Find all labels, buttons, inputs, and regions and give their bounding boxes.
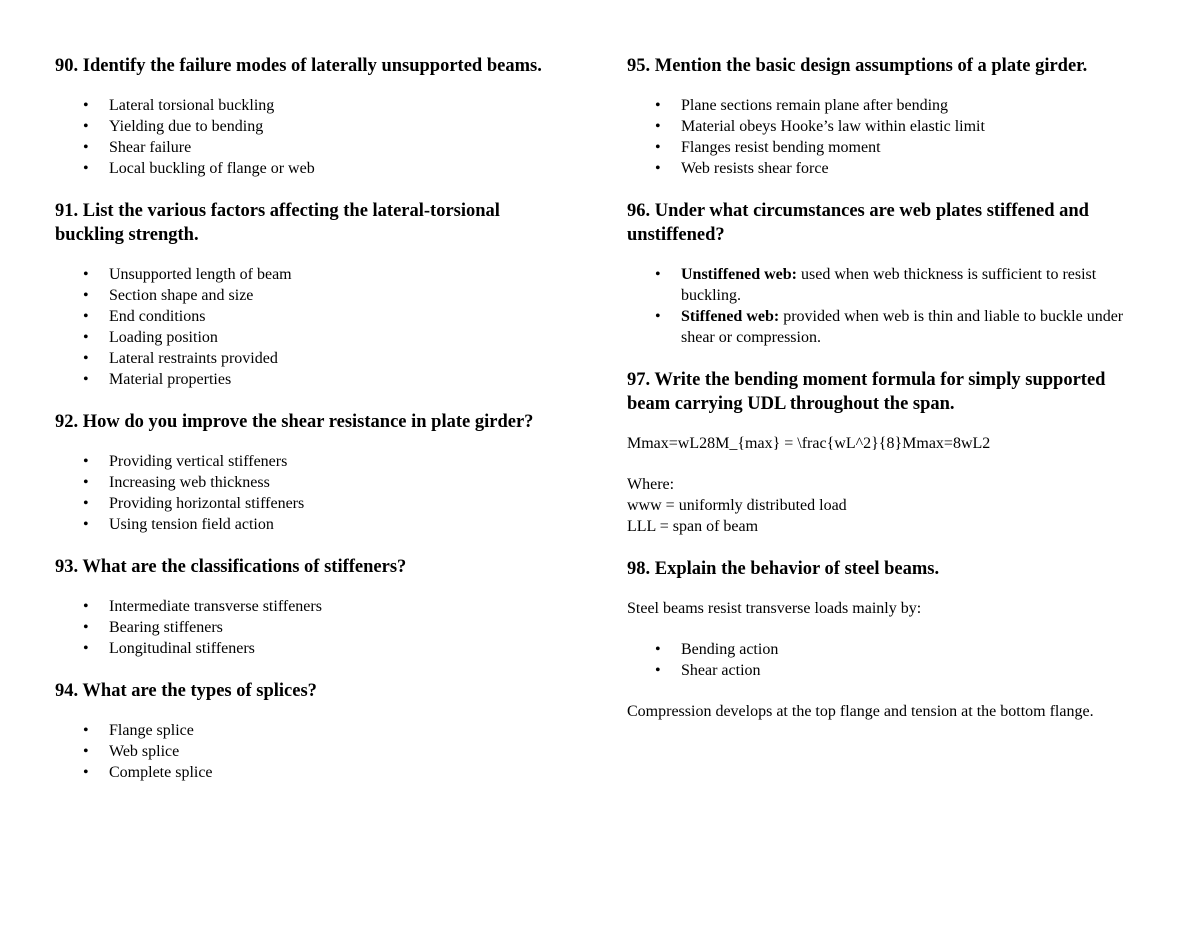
- list-item-text: Flanges resist bending moment: [681, 139, 881, 156]
- answer-list: [55, 95, 555, 179]
- list-item: [55, 720, 555, 741]
- list-item-text: Web resists shear force: [681, 160, 829, 177]
- list-item-text: Web splice: [109, 743, 180, 760]
- question-title: 91. List the various factors affecting the lateral-torsional buckling strength.: [55, 201, 500, 245]
- answer-list: [55, 451, 555, 535]
- bullet-icon: •: [655, 662, 661, 679]
- list-item-text: Complete splice: [109, 764, 213, 781]
- question-title: 96. Under what circumstances are web plates stiffened and unstiffened?: [627, 201, 1089, 245]
- left-column: [55, 54, 555, 803]
- question-93: [55, 555, 555, 659]
- bullet-icon: •: [655, 118, 661, 135]
- list-item-text: Providing vertical stiffeners: [109, 453, 288, 470]
- list-item-text: Unsupported length of beam: [109, 266, 292, 283]
- bullet-icon: •: [83, 287, 89, 304]
- list-item: [627, 137, 1152, 158]
- list-item: [55, 638, 555, 659]
- where-l-definition: LLL = span of beam: [627, 518, 759, 535]
- answer-list: [55, 596, 555, 659]
- list-item: [627, 116, 1152, 137]
- list-item-text: Yielding due to bending: [109, 118, 264, 135]
- bullet-icon: •: [655, 266, 661, 283]
- question-95: [627, 54, 1152, 179]
- formula-text: Mmax=wL28M_{max} = \frac{wL^2}{8}Mmax=8wL2: [627, 435, 991, 452]
- question-title: 93. What are the classifications of stiffeners?: [55, 557, 407, 577]
- list-item-text: Bearing stiffeners: [109, 619, 223, 636]
- intro-text: Steel beams resist transverse loads mainly by:: [627, 600, 922, 617]
- list-item-text: Providing horizontal stiffeners: [109, 495, 305, 512]
- list-item-text: Loading position: [109, 329, 218, 346]
- bullet-icon: •: [83, 640, 89, 657]
- bullet-icon: •: [655, 308, 661, 325]
- list-item: [55, 116, 555, 137]
- right-column: [627, 54, 1152, 742]
- bullet-icon: •: [83, 160, 89, 177]
- list-item: [55, 493, 555, 514]
- list-item-text: Material obeys Hooke’s law within elastic limit: [681, 118, 985, 135]
- list-item: [627, 158, 1152, 179]
- question-92: [55, 410, 555, 535]
- bullet-icon: •: [83, 743, 89, 760]
- bullet-icon: •: [83, 97, 89, 114]
- question-title: 92. How do you improve the shear resistance in plate girder?: [55, 412, 534, 432]
- list-item-text: Material properties: [109, 371, 232, 388]
- list-item: [55, 762, 555, 783]
- list-item-text: Bending action: [681, 641, 779, 658]
- list-item-text: Shear action: [681, 662, 761, 679]
- list-item: [627, 306, 1152, 348]
- list-item: [55, 514, 555, 535]
- bullet-icon: •: [83, 516, 89, 533]
- answer-list: [627, 95, 1152, 179]
- bullet-icon: •: [83, 495, 89, 512]
- list-item: [627, 264, 1152, 306]
- bullet-icon: •: [83, 308, 89, 325]
- bullet-icon: •: [83, 474, 89, 491]
- question-94: [55, 679, 555, 783]
- question-title: 90. Identify the failure modes of laterally unsupported beams.: [55, 56, 542, 76]
- list-item: [55, 137, 555, 158]
- list-item-text: Longitudinal stiffeners: [109, 640, 255, 657]
- bullet-icon: •: [83, 619, 89, 636]
- question-title: 94. What are the types of splices?: [55, 681, 317, 701]
- answer-list: [55, 720, 555, 783]
- bullet-icon: •: [83, 722, 89, 739]
- term-label: Unstiffened web:: [681, 266, 797, 283]
- bullet-icon: •: [83, 118, 89, 135]
- where-w-definition: www = uniformly distributed load: [627, 497, 847, 514]
- bullet-icon: •: [655, 97, 661, 114]
- question-96: [627, 199, 1152, 348]
- list-item: [55, 285, 555, 306]
- bullet-icon: •: [83, 764, 89, 781]
- bullet-icon: •: [655, 641, 661, 658]
- bullet-icon: •: [83, 453, 89, 470]
- list-item: [55, 95, 555, 116]
- list-item-text: Increasing web thickness: [109, 474, 270, 491]
- list-item-text: Lateral torsional buckling: [109, 97, 275, 114]
- list-item: [55, 741, 555, 762]
- conclusion-text: Compression develops at the top flange and tension at the bottom flange.: [627, 703, 1094, 720]
- question-98: [627, 557, 1152, 722]
- list-item-text: Using tension field action: [109, 516, 274, 533]
- list-item-text: End conditions: [109, 308, 206, 325]
- list-item: [55, 264, 555, 285]
- where-block: [627, 474, 1152, 537]
- list-item-text: Section shape and size: [109, 287, 254, 304]
- bullet-icon: •: [83, 598, 89, 615]
- list-item-text: Flange splice: [109, 722, 194, 739]
- answer-list: [627, 264, 1152, 348]
- term-label: Stiffened web:: [681, 308, 780, 325]
- answer-list: [55, 264, 555, 390]
- list-item: [55, 617, 555, 638]
- term-description: provided when web is thin and liable to buckle under shear or compression.: [681, 308, 1124, 346]
- list-item: [627, 660, 1152, 681]
- list-item: [55, 472, 555, 493]
- bullet-icon: •: [655, 160, 661, 177]
- list-item: [55, 369, 555, 390]
- list-item: [55, 306, 555, 327]
- question-91: [55, 199, 555, 390]
- list-item-text: Plane sections remain plane after bending: [681, 97, 949, 114]
- list-item: [55, 348, 555, 369]
- where-label: Where:: [627, 476, 675, 493]
- bullet-icon: •: [83, 371, 89, 388]
- bullet-icon: •: [83, 266, 89, 283]
- list-item: [55, 451, 555, 472]
- question-97: [627, 368, 1152, 537]
- bullet-icon: •: [655, 139, 661, 156]
- list-item: [627, 95, 1152, 116]
- question-title: 98. Explain the behavior of steel beams.: [627, 559, 940, 579]
- list-item: [55, 596, 555, 617]
- question-title: 95. Mention the basic design assumptions of a plate girder.: [627, 56, 1088, 76]
- question-title: 97. Write the bending moment formula for simply supported beam carrying UDL throughout the span.: [627, 370, 1106, 414]
- list-item: [55, 327, 555, 348]
- bullet-icon: •: [83, 329, 89, 346]
- list-item-text: Lateral restraints provided: [109, 350, 278, 367]
- bullet-icon: •: [83, 350, 89, 367]
- bullet-icon: •: [83, 139, 89, 156]
- question-90: [55, 54, 555, 179]
- list-item-text: Local buckling of flange or web: [109, 160, 315, 177]
- list-item-text: Intermediate transverse stiffeners: [109, 598, 322, 615]
- term-description: used when web thickness is sufficient to resist buckling.: [681, 266, 1097, 304]
- list-item: [627, 639, 1152, 660]
- list-item: [55, 158, 555, 179]
- list-item-text: Shear failure: [109, 139, 192, 156]
- answer-list: [627, 639, 1152, 681]
